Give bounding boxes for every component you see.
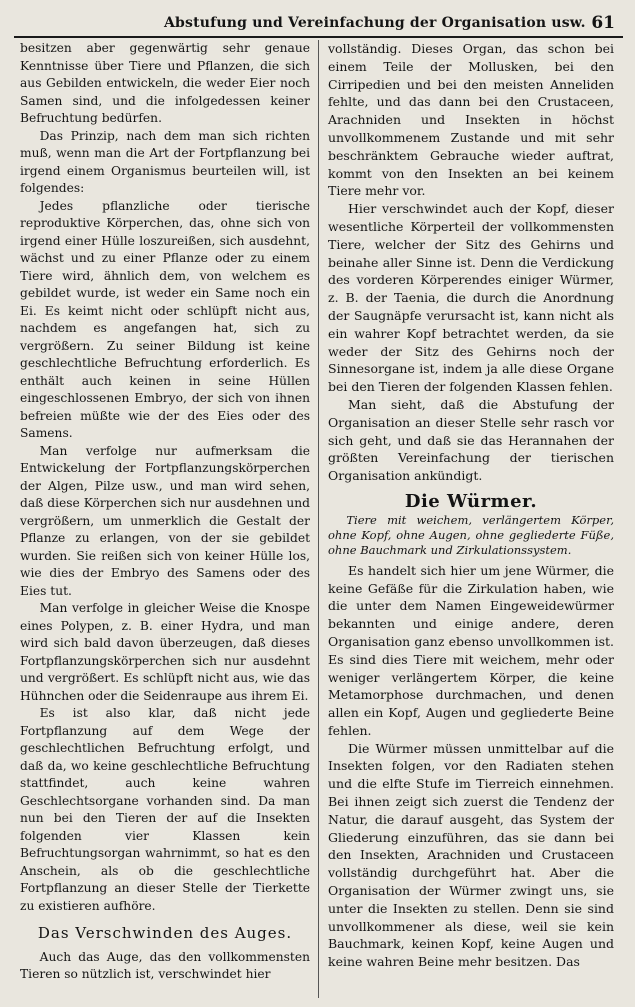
paragraph: besitzen aber gegenwärtig sehr genaue Kenntnisse über Tiere und Pflanzen, die sich aus Gebilden entwickeln, die weder Eier noch Samen sind, und die infolgedessen keiner Befruchtung bedürfen. <box>20 41 310 125</box>
paragraph: Es ist also klar, daß nicht jede Fortpflanzung auf dem Wege der geschlechtlichen Befruchtung erfolgt, und daß da, wo keine geschlechtliche Befruchtung stattfindet, auch keine wahren Geschlechtsorgane vorhanden sind. Da man nun bei den Tieren der auf die Insekten folgenden vier Klassen kein Befruchtungsorgan wahrnimmt, so hat es den Anschein, als ob die geschlechtliche Fortpflanzung an dieser Stelle der Tierkette zu existieren aufhöre. <box>20 706 310 913</box>
paragraph: Jedes pflanzliche oder tierische reproduktive Körperchen, das, ohne sich von irgend einer Hülle loszureißen, sich ausdehnt, wächst und zu einer Pflanze oder zu einem Tiere wird, ähnlich dem, von welchem es gebildet wurde, ist weder ein Same noch ein Ei. Es keimt nicht oder schlüpft nicht aus, nachdem es angefangen hat, sich zu vergrößern. Zu seiner Bildung ist keine geschlechtliche Befruchtung erforderlich. Es enthält auch keinen in seine Hüllen eingeschlossenen Embryo, der sich von ihnen befreien müßte wie der des Eies oder des Samens. <box>20 198 310 440</box>
right-column <box>328 40 614 971</box>
paragraph: Auch das Auge, das den vollkommensten Tieren so nützlich ist, verschwindet hier <box>20 949 310 981</box>
paragraph: Hier verschwindet auch der Kopf, dieser wesentliche Körperteil der vollkommensten Tiere, welcher der Sitz des Gehirns und beinahe aller Sinne ist. Denn die Verdickung des vorderen Körperendes einiger Würmer, z. B. der Taenia, die durch die Anordnung der Saugnäpfe verursacht ist, kann nicht als ein wahrer Kopf betrachtet werden, da sie weder der Sitz des Gehirns noch der Sinnesorgane ist, indem ja alle diese Organe bei den Tieren der folgenden Klassen fehlen. <box>328 201 614 395</box>
left-column <box>20 40 310 984</box>
paragraph: Es handelt sich hier um jene Würmer, die keine Gefäße für die Zirkulation haben, wie die unter dem Namen Eingeweidewürmer bekannten und einige andere, deren Organisation ganz ebenso unvollkommen ist. Es sind dies Tiere mit weichem, mehr oder weniger verlängertem Körper, die keine Metamorphose durchmachen, und denen allen ein Kopf, Augen und gegliederte Beine fehlen. <box>328 562 614 738</box>
section-heading: Das Verschwinden des Auges. <box>37 924 293 942</box>
paragraph: Man sieht, daß die Abstufung der Organisation an dieser Stelle sehr rasch vor sich geht, und daß sie das Herannahen der größten Vereinfachung der tierischen Organisation ankündigt. <box>328 396 614 484</box>
chapter-subtitle: Tiere mit weichem, verlängertem Körper, ohne Kopf, ohne Augen, ohne gegliederte Füße, ohne Bauchmark und Zirkulationssystem. <box>328 512 614 557</box>
chapter-heading: Die Würmer. <box>404 490 538 512</box>
paragraph: Das Prinzip, nach dem man sich richten muß, wenn man die Art der Fortpflanzung bei irgend einem Organismus beurteilen will, ist folgendes: <box>20 128 310 195</box>
paragraph: Man verfolge in gleicher Weise die Knospe eines Polypen, z. B. einer Hydra, und man wird sich bald davon überzeugen, daß dieses Fortpflanzungskörperchen sich nur ausdehnt und vergrößert. Es schlüpft nicht aus, wie das Hühnchen oder die Seidenraupe aus ihrem Ei. <box>20 601 310 703</box>
column-divider <box>318 40 319 998</box>
paragraph: Die Würmer müssen unmittelbar auf die Insekten folgen, vor den Radiaten stehen und die elfte Stufe im Tierreich einnehmen. Bei ihnen zeigt sich zuerst die Tendenz der Natur, die darauf ausgeht, das System der Gliederung einzuführen, das sie dann bei den Insekten, Arachniden und Crustaceen vollständig durchgeführt hat. Aber die Organisation der Würmer zwingt uns, sie unter die Insekten zu stellen. Denn sie sind unvollkommener als diese, weil sie kein Bauchmark, keinen Kopf, keine Augen und keine wahren Beine mehr besitzen. Das <box>328 740 614 970</box>
running-title: Abstufung und Vereinfachung der Organisation usw. <box>164 15 586 31</box>
paragraph: vollständig. Dieses Organ, das schon bei einem Teile der Mollusken, bei den Cirripedien und bei den meisten Anneliden fehlte, und das dann bei den Crustaceen, Arachniden und Insekten in höchst unvollkommenem Zustande und mit sehr beschränktem Gebrauche wieder auftrat, kommt von den Insekten an bei keinem Tiere mehr vor. <box>328 41 614 199</box>
running-header <box>14 6 623 38</box>
paragraph: Man verfolge nur aufmerksam die Entwickelung der Fortpflanzungskörperchen der Algen, Pilze usw., und man wird sehen, daß diese Körperchen sich nur ausdehnen und vergrößern, um unmerklich die Gestalt der Pflanze zu erlangen, von der sie gebildet wurden. Sie reißen sich von keiner Hülle los, wie dies der Embryo des Samens oder des Eies tut. <box>20 443 310 598</box>
page-number: 61 <box>591 13 615 33</box>
